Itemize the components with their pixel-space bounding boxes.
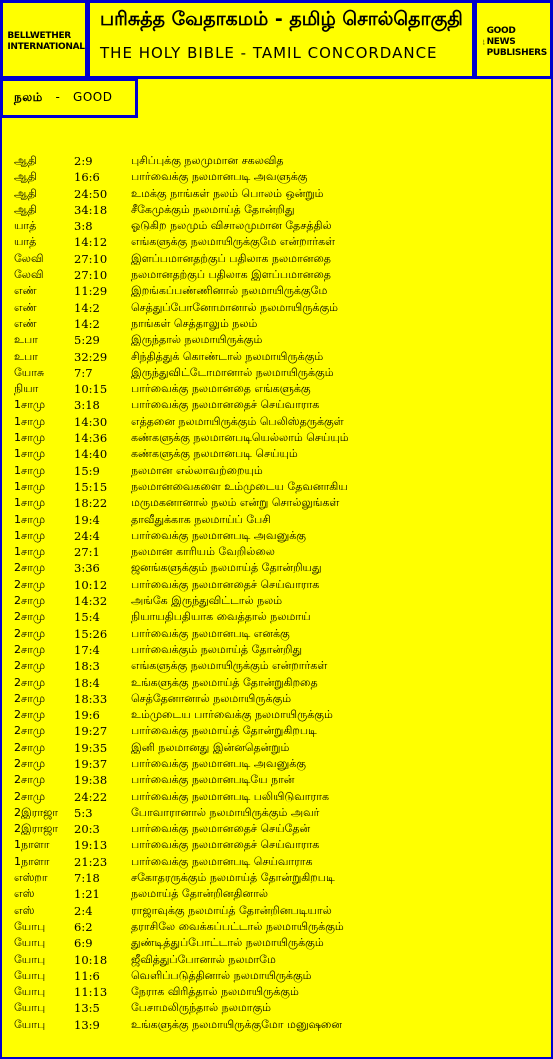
list-item: [14, 821, 544, 837]
list-item: [14, 1000, 544, 1016]
verse-text: பார்வைக்கு நலமானபடி அவனுக்கு: [131, 756, 307, 770]
verse-reference: 20:3: [74, 822, 100, 837]
verse-reference: 7:18: [74, 871, 100, 886]
book-name: 2இராஜா: [14, 805, 59, 819]
book-name: யோபு: [14, 952, 46, 966]
verse-text: ஜனங்களுக்கும் நலமாய்த் தோன்றியது: [131, 561, 322, 575]
book-name: எஸ்றா: [14, 871, 48, 885]
verse-text: உங்களுக்கு நலமாய்த் தோன்றுகிறதை: [131, 675, 318, 689]
list-item: [14, 707, 544, 723]
verse-reference: 14:40: [74, 447, 108, 462]
concordance-list: [14, 153, 544, 1033]
list-item: [14, 968, 544, 984]
list-item: [14, 430, 544, 446]
list-item: [14, 349, 544, 365]
list-item: [14, 984, 544, 1000]
list-item: [14, 365, 544, 381]
verse-reference: 19:13: [74, 838, 108, 853]
list-item: [14, 300, 544, 316]
verse-reference: 17:4: [74, 642, 100, 657]
verse-text: பார்வைக்கு நலமாய்த் தோன்றுகிறபடி: [131, 724, 317, 738]
verse-reference: 3:8: [74, 219, 93, 234]
logo-right-line1: GOOD NEWS: [486, 25, 516, 47]
list-item: [14, 251, 544, 267]
book-name: 1சாமு: [14, 479, 46, 493]
verse-reference: 14:30: [74, 414, 108, 429]
verse-text: எங்களுக்கு நலமாயிருக்குமே என்றார்கள்: [131, 235, 336, 249]
book-name: யோபு: [14, 936, 46, 950]
list-item: [14, 414, 544, 430]
book-name: 2சாமு: [14, 675, 46, 689]
book-name: 2சாமு: [14, 724, 46, 738]
list-item: [14, 218, 544, 234]
verse-reference: 6:9: [74, 936, 93, 951]
verse-reference: 19:35: [74, 740, 108, 755]
verse-reference: 24:4: [74, 528, 100, 543]
verse-reference: 19:6: [74, 708, 100, 723]
publisher-logo-left: [0, 0, 88, 79]
verse-reference: 11:13: [74, 985, 108, 1000]
book-name: 2சாமு: [14, 610, 46, 624]
list-item: [14, 1017, 544, 1033]
verse-reference: 24:50: [74, 186, 108, 201]
verse-reference: 24:22: [74, 789, 108, 804]
verse-reference: 14:2: [74, 300, 100, 315]
verse-text: பார்வைக்கும் நலமாய்த் தோன்றிது: [131, 642, 302, 656]
book-name: உபா: [14, 349, 38, 363]
list-item: [14, 789, 544, 805]
verse-reference: 10:12: [74, 577, 108, 592]
book-name: லேவி: [14, 268, 44, 282]
verse-text: தாவீதுக்காக நலமாய்ப் பேசி: [131, 512, 271, 526]
verse-text: இருந்தால் நலமாயிருக்கும்: [131, 333, 263, 347]
list-item: [14, 886, 544, 902]
headword-separator: -: [55, 90, 61, 104]
list-item: [14, 919, 544, 935]
verse-text: பார்வைக்கு நலமானபடி செய்வாராக: [131, 854, 313, 868]
verse-text: பார்வைக்கு நலமானதைச் செய்வாராக: [131, 577, 320, 591]
logo-left-line1: BELLWETHER: [7, 31, 71, 41]
verse-text: இனி நலமானது இன்னதென்றும்: [131, 740, 290, 754]
list-item: [14, 952, 544, 968]
verse-reference: 18:22: [74, 496, 108, 511]
list-item: [14, 577, 544, 593]
verse-reference: 13:5: [74, 1001, 100, 1016]
list-item: [14, 332, 544, 348]
verse-text: இருந்துவிட்டோமானால் நலமாயிருக்கும்: [131, 365, 334, 379]
verse-reference: 34:18: [74, 202, 108, 217]
list-item: [14, 642, 544, 658]
book-name: எண்: [14, 316, 37, 330]
list-item: [14, 446, 544, 462]
verse-reference: 2:4: [74, 903, 93, 918]
verse-reference: 1:21: [74, 887, 100, 902]
verse-reference: 27:1: [74, 545, 100, 560]
list-item: [14, 837, 544, 853]
book-name: 2சாமு: [14, 691, 46, 705]
book-name: 2சாமு: [14, 642, 46, 656]
book-name: 1சாமு: [14, 528, 46, 542]
verse-text: சகோதரருக்கும் நலமாய்த் தோன்றுகிறபடி: [131, 871, 335, 885]
verse-text: உம்முடைய பார்வைக்கு நலமாயிருக்கும்: [131, 708, 333, 722]
publisher-logo-right: [474, 0, 553, 79]
list-item: [14, 234, 544, 250]
list-item: [14, 854, 544, 870]
book-name: 2சாமு: [14, 773, 46, 787]
book-name: ஆதி: [14, 154, 37, 167]
list-item: [14, 512, 544, 528]
verse-reference: 18:3: [74, 659, 100, 674]
verse-text: பார்வைக்கு நலமானபடி அவனுக்கு: [131, 528, 307, 542]
book-name: 2சாமு: [14, 789, 46, 803]
list-item: [14, 397, 544, 413]
verse-reference: 19:4: [74, 512, 100, 527]
book-name: எஸ்: [14, 887, 35, 901]
book-name: யாத்: [14, 235, 37, 249]
list-item: [14, 381, 544, 397]
list-item: [14, 675, 544, 691]
verse-reference: 27:10: [74, 268, 108, 283]
verse-text: பார்வைக்கு நலமானபடி அவளுக்கு: [131, 170, 308, 184]
verse-reference: 15:15: [74, 479, 108, 494]
verse-reference: 13:9: [74, 1017, 100, 1032]
book-name: 1நாளா: [14, 854, 50, 868]
verse-reference: 19:37: [74, 756, 108, 771]
list-item: [14, 544, 544, 560]
list-item: [14, 463, 544, 479]
book-name: 2சாமு: [14, 594, 46, 608]
verse-text: பார்வைக்கு நலமானபடியே நான்: [131, 773, 295, 787]
book-name: ஆதி: [14, 170, 37, 184]
book-name: யோசு: [14, 365, 45, 379]
book-name: 2சாமு: [14, 577, 46, 591]
verse-reference: 11:6: [74, 968, 100, 983]
book-name: 2சாமு: [14, 561, 46, 575]
verse-reference: 19:38: [74, 773, 108, 788]
verse-reference: 10:18: [74, 952, 108, 967]
verse-reference: 2:9: [74, 154, 93, 168]
verse-reference: 15:26: [74, 626, 108, 641]
list-item: [14, 772, 544, 788]
list-item: [14, 935, 544, 951]
book-name: 2சாமு: [14, 626, 46, 640]
book-name: 1நாளா: [14, 838, 50, 852]
verse-text: நியாயதிபதியாக வைத்தால் நலமாய்: [131, 610, 311, 624]
verse-text: சிந்தித்துக் கொண்டால் நலமாயிருக்கும்: [131, 349, 324, 363]
list-item: [14, 267, 544, 283]
verse-text: பார்வைக்கு நலமானதைச் செய்வாராக: [131, 838, 320, 852]
verse-text: கண்களுக்கு நலமானபடி செய்யும்: [131, 447, 298, 461]
verse-reference: 14:36: [74, 431, 108, 446]
verse-text: புசிப்புக்கு நலமுமான சகலவித: [131, 154, 284, 167]
book-name: 1சாமு: [14, 545, 46, 559]
book-name: யாத்: [14, 219, 37, 233]
verse-text: பார்வைக்கு நலமானதைச் செய்தேன்: [131, 822, 311, 836]
verse-text: இறங்கப்பண்ணினால் நலமாயிருக்குமே: [131, 284, 328, 298]
verse-reference: 19:27: [74, 724, 108, 739]
verse-reference: 21:23: [74, 854, 108, 869]
book-name: நியா: [14, 382, 39, 396]
list-item: [14, 658, 544, 674]
verse-text: அங்கே இருந்துவிட்டால் நலம்: [131, 594, 283, 608]
list-item: [14, 903, 544, 919]
list-item: [14, 723, 544, 739]
book-name: உபா: [14, 333, 38, 347]
book-name: 1சாமு: [14, 398, 46, 412]
verse-reference: 32:29: [74, 349, 108, 364]
list-item: [14, 316, 544, 332]
verse-reference: 3:18: [74, 398, 100, 413]
book-name: லேவி: [14, 251, 44, 265]
list-item: [14, 153, 544, 169]
book-name: 1சாமு: [14, 512, 46, 526]
verse-text: தராசிலே வைக்கப்பட்டால் நலமாயிருக்கும்: [131, 919, 344, 933]
book-name: 1சாமு: [14, 431, 46, 445]
book-name: யோபு: [14, 1001, 46, 1015]
logo-right-line2: PUBLISHERS: [486, 47, 547, 58]
list-item: [14, 283, 544, 299]
verse-reference: 6:2: [74, 919, 93, 934]
list-item: [14, 593, 544, 609]
book-name: 2சாமு: [14, 740, 46, 754]
verse-text: பேசாமலிருந்தால் நலமாகும்: [131, 1001, 272, 1015]
verse-text: வெளிப்படுத்தினால் நலமாயிருக்கும்: [131, 968, 312, 982]
verse-text: எங்களுக்கு நலமாயிருக்கும் என்றார்கள்: [131, 659, 328, 673]
book-name: 1சாமு: [14, 463, 46, 477]
verse-reference: 14:2: [74, 316, 100, 331]
verse-text: நலமாய்த் தோன்றினதினால்: [131, 887, 268, 901]
book-name: 2சாமு: [14, 708, 46, 722]
list-item: [14, 528, 544, 544]
book-name: 1சாமு: [14, 496, 46, 510]
verse-reference: 5:29: [74, 333, 100, 348]
verse-text: இளப்பமானதற்குப் பதிலாக நலமானதை: [131, 251, 331, 265]
book-name: எண்: [14, 300, 37, 314]
verse-text: கண்களுக்கு நலமானபடியெல்லாம் செய்யும்: [131, 431, 349, 445]
book-name: ஆதி: [14, 186, 37, 200]
verse-text: எத்தனை நலமாயிருக்கும் பெலிஸ்தருக்குள்: [131, 414, 344, 428]
page-title-tamil: பரிசுத்த வேதாகமம் - தமிழ் சொல்தொகுதி: [100, 8, 463, 30]
verse-text: ஓடுகிற நலமும் விசாலமுமான தேசத்தில்: [131, 219, 332, 233]
verse-text: நேராக விரித்தால் நலமாயிருக்கும்: [131, 985, 299, 999]
list-item: [14, 202, 544, 218]
list-item: [14, 870, 544, 886]
book-name: யோபு: [14, 1017, 46, 1031]
book-name: 1சாமு: [14, 447, 46, 461]
list-item: [14, 756, 544, 772]
verse-reference: 18:4: [74, 675, 100, 690]
list-item: [14, 186, 544, 202]
verse-reference: 10:15: [74, 382, 108, 397]
verse-reference: 15:4: [74, 610, 100, 625]
verse-reference: 5:3: [74, 805, 93, 820]
verse-text: உங்களுக்கு நலமாயிருக்குமோ மனுஷனை: [131, 1017, 343, 1031]
list-item: [14, 740, 544, 756]
verse-text: போவாரானால் நலமாயிருக்கும் அவர்: [131, 805, 320, 819]
list-item: [14, 805, 544, 821]
verse-text: நலமானவைகளை உம்முடைய தேவனாகிய: [131, 479, 348, 493]
verse-text: பார்வைக்கு நலமானதை எங்களுக்கு: [131, 382, 311, 396]
verse-reference: 3:36: [74, 561, 100, 576]
verse-text: ஜீவித்துப்போனால் நலமாமே: [131, 952, 276, 966]
book-name: 2சாமு: [14, 659, 46, 673]
list-item: [14, 626, 544, 642]
book-name: எஸ்: [14, 903, 35, 917]
list-item: [14, 691, 544, 707]
verse-reference: 27:10: [74, 251, 108, 266]
verse-text: நலமானதற்குப் பதிலாக இளப்பமானதை: [131, 268, 331, 282]
verse-text: ராஜாவுக்கு நலமாய்த் தோன்றினபடியால்: [131, 903, 332, 917]
verse-reference: 18:33: [74, 691, 108, 706]
book-name: 2இராஜா: [14, 822, 59, 836]
list-item: [14, 479, 544, 495]
verse-text: பார்வைக்கு நலமானபடி எனக்கு: [131, 626, 290, 640]
verse-reference: 7:7: [74, 365, 93, 380]
verse-text: நாங்கள் செத்தாலும் நலம்: [131, 316, 258, 330]
verse-reference: 14:12: [74, 235, 108, 250]
torch-icon: [483, 19, 485, 65]
headword-english: GOOD: [73, 90, 113, 104]
book-name: யோபு: [14, 985, 46, 999]
verse-text: சீகேமுக்கும் நலமாய்த் தோன்றிது: [131, 202, 295, 216]
verse-text: உமக்கு நாங்கள் நலம் பொலம் ஒன்றும்: [131, 186, 324, 200]
verse-text: செத்துப்போனோமானால் நலமாயிருக்கும்: [131, 300, 339, 314]
verse-reference: 11:29: [74, 284, 108, 299]
headword-tamil: நலம்: [14, 90, 43, 104]
list-item: [14, 169, 544, 185]
book-name: யோபு: [14, 968, 46, 982]
book-name: ஆதி: [14, 202, 37, 216]
verse-text: நலமான காரியம் வேறில்லை: [131, 545, 275, 559]
verse-reference: 16:6: [74, 170, 100, 185]
headword: [14, 90, 112, 106]
verse-reference: 15:9: [74, 463, 100, 478]
book-name: 2சாமு: [14, 756, 46, 770]
list-item: [14, 495, 544, 511]
verse-text: மருமகனானால் நலம் என்று சொல்லுங்கள்: [131, 496, 340, 510]
page-title-english: THE HOLY BIBLE - TAMIL CONCORDANCE: [100, 44, 438, 62]
verse-text: பார்வைக்கு நலமானபடி பலியிடுவாராக: [131, 789, 329, 803]
verse-reference: 14:32: [74, 594, 108, 609]
verse-text: துண்டித்துப்போட்டால் நலமாயிருக்கும்: [131, 936, 324, 950]
book-name: எண்: [14, 284, 37, 298]
logo-left-line2: INTERNATIONAL: [7, 42, 85, 52]
list-item: [14, 560, 544, 576]
book-name: யோபு: [14, 919, 46, 933]
book-name: 1சாமு: [14, 414, 46, 428]
list-item: [14, 609, 544, 625]
verse-text: நலமான எல்லாவற்றையும்: [131, 463, 263, 477]
verse-text: பார்வைக்கு நலமானதைச் செய்வாராக: [131, 398, 320, 412]
verse-text: செத்தேனானால் நலமாயிருக்கும்: [131, 691, 292, 705]
